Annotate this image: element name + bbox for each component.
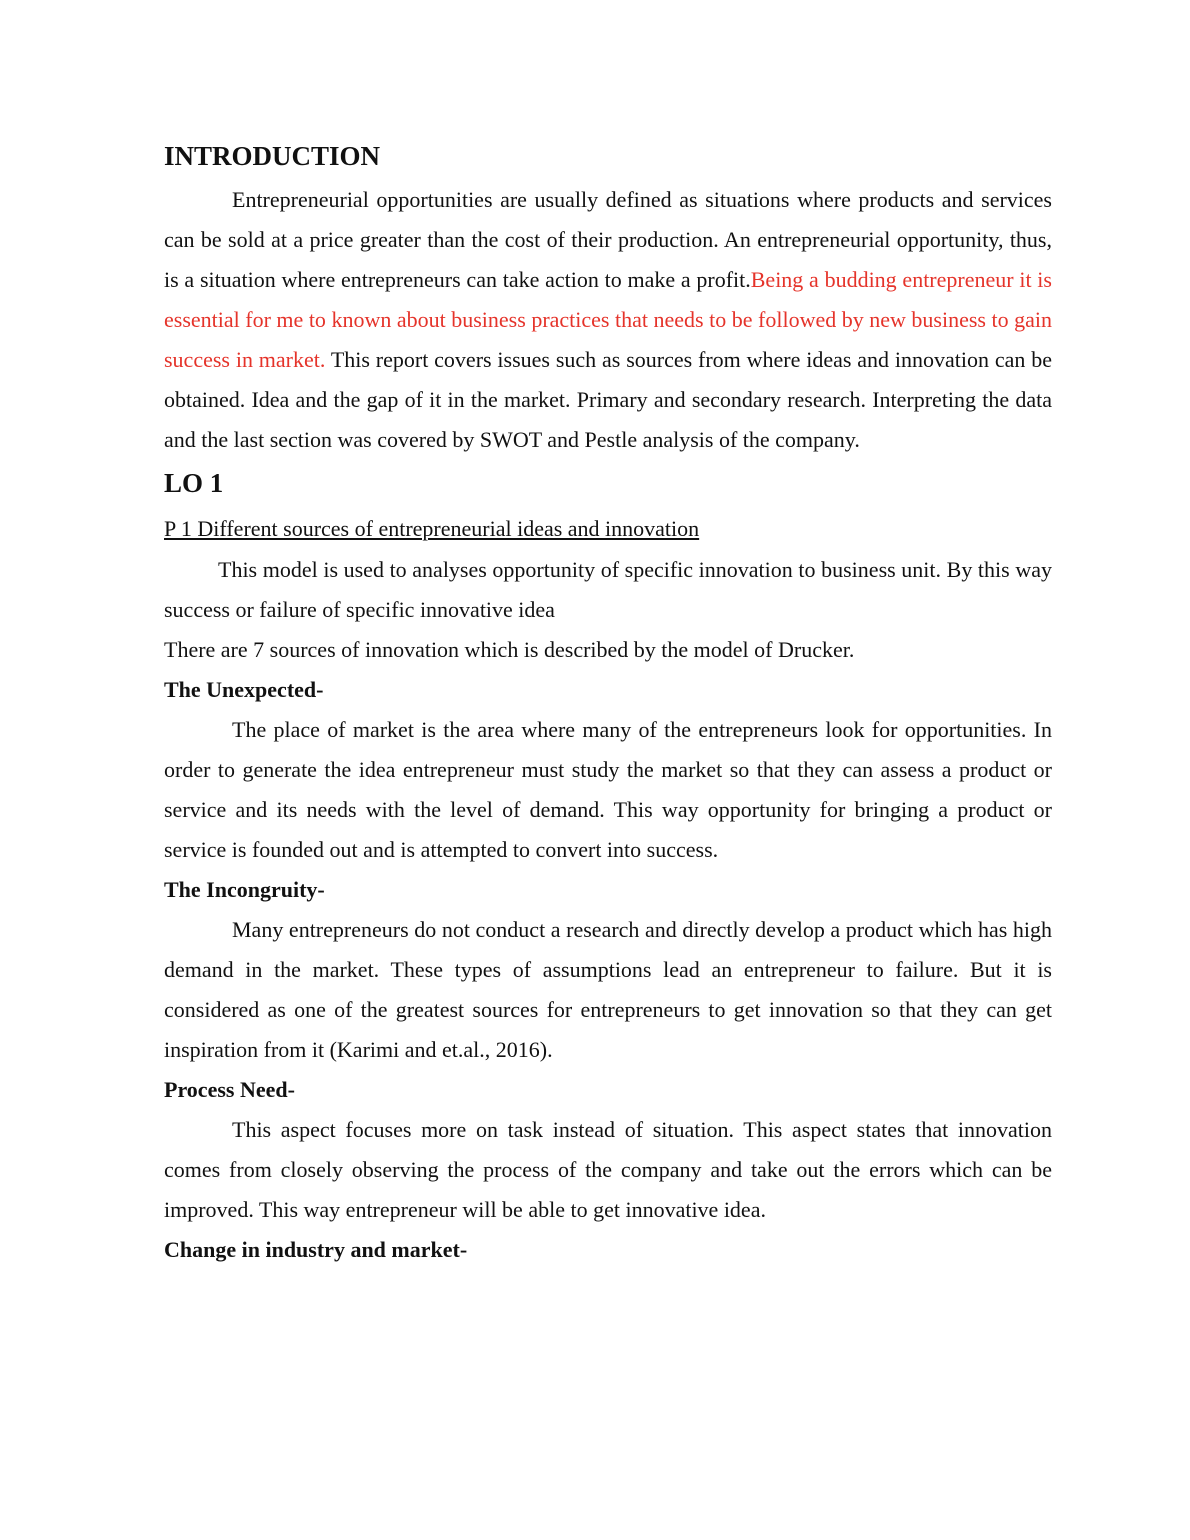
unexpected-heading: The Unexpected- xyxy=(164,677,324,702)
process-need-heading: Process Need- xyxy=(164,1077,295,1102)
intro-paragraph xyxy=(164,180,1052,460)
lo1-heading: LO 1 xyxy=(164,468,224,498)
incongruity-heading: The Incongruity- xyxy=(164,877,325,902)
intro-paragraph-red: Being a budding entrepreneur it is essential for me to known about business practices that needs to be followed by new business to gain success in market. xyxy=(164,267,1052,372)
intro-heading: INTRODUCTION xyxy=(164,141,381,171)
intro-paragraph-black-1: Entrepreneurial opportunities are usually defined as situations where products and services can be sold at a price greater than the cost of their production. An entrepreneurial opportunity, thus, is a situation where entrepreneurs can take action to make a profit. xyxy=(164,187,1052,292)
intro-paragraph-black-2: This report covers issues such as sources from where ideas and innovation can be obtained. Idea and the gap of it in the market. Primary and secondary research. Interpreting the data and the last section was covered by SWOT and Pestle analysis of the company. xyxy=(164,347,1052,452)
p1-subheading: P 1 Different sources of entrepreneurial ideas and innovation xyxy=(164,516,700,541)
change-industry-heading: Change in industry and market- xyxy=(164,1237,468,1262)
sources-line: There are 7 sources of innovation which is described by the model of Drucker. xyxy=(164,637,855,662)
model-paragraph-red: This model is used to analyses opportunity of specific innovation to business unit. By this way success or failure of specific innovative idea xyxy=(164,557,1052,622)
process-need-paragraph: This aspect focuses more on task instead of situation. This aspect states that innovation comes from closely observing the process of the company and take out the errors which can be improved. This way entrepreneur will be able to get innovative idea. xyxy=(164,1117,1052,1222)
unexpected-paragraph: The place of market is the area where many of the entrepreneurs look for opportunities. In order to generate the idea entrepreneur must study the market so that they can assess a product or service and its needs with the level of demand. This way opportunity for bringing a product or service is founded out and is attempted to convert into success. xyxy=(164,717,1052,862)
incongruity-paragraph: Many entrepreneurs do not conduct a research and directly develop a product which has high demand in the market. These types of assumptions lead an entrepreneur to failure. But it is considered as one of the greatest sources for entrepreneurs to get innovation so that they can get inspiration from it (Karimi and et.al., 2016). xyxy=(164,917,1052,1062)
